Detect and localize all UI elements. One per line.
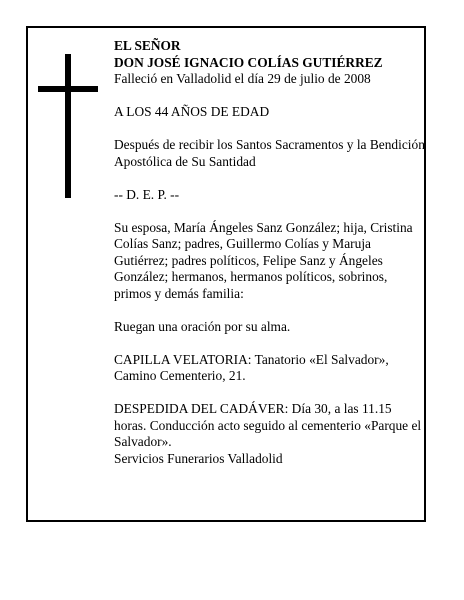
age-line: A LOS 44 AÑOS DE EDAD xyxy=(114,104,270,119)
sacraments-paragraph: Después de recibir los Santos Sacramentos y la Bendición Apostólica de Su Santidad xyxy=(114,137,425,169)
notice-title-line1: EL SEÑOR xyxy=(114,38,181,53)
farewell-line2: horas. Conducción acto seguido al cementerio «Parque el xyxy=(114,417,422,433)
farewell-line1: DESPEDIDA DEL CADÁVER: Día 30, a las 11.15 xyxy=(114,401,392,416)
farewell-line3: Salvador». xyxy=(114,434,172,449)
obituary-text xyxy=(114,38,426,467)
cross-vertical-bar xyxy=(65,54,71,198)
death-place-date: Falleció en Valladolid el día 29 de julio de 2008 xyxy=(114,71,371,86)
deceased-name: DON JOSÉ IGNACIO COLÍAS GUTIÉRREZ xyxy=(114,54,383,70)
cross-horizontal-bar xyxy=(38,86,98,92)
family-paragraph: Su esposa, María Ángeles Sanz González; hija, Cristina Colías Sanz; padres, Guillermo Colías y Maruja Gutiérrez; padres políticos, Felipe Sanz y Ángeles González; hermanos, hermanos políticos, sobrinos, primos y demás familia: xyxy=(114,219,413,301)
prayer-line: Ruegan una oración por su alma. xyxy=(114,318,291,334)
rip-line: -- D. E. P. -- xyxy=(114,186,180,202)
chapel-paragraph: CAPILLA VELATORIA: Tanatorio «El Salvador», Camino Cementerio, 21. xyxy=(114,351,389,383)
funeral-services-line: Servicios Funerarios Valladolid xyxy=(114,450,283,466)
cross-icon xyxy=(38,54,98,198)
